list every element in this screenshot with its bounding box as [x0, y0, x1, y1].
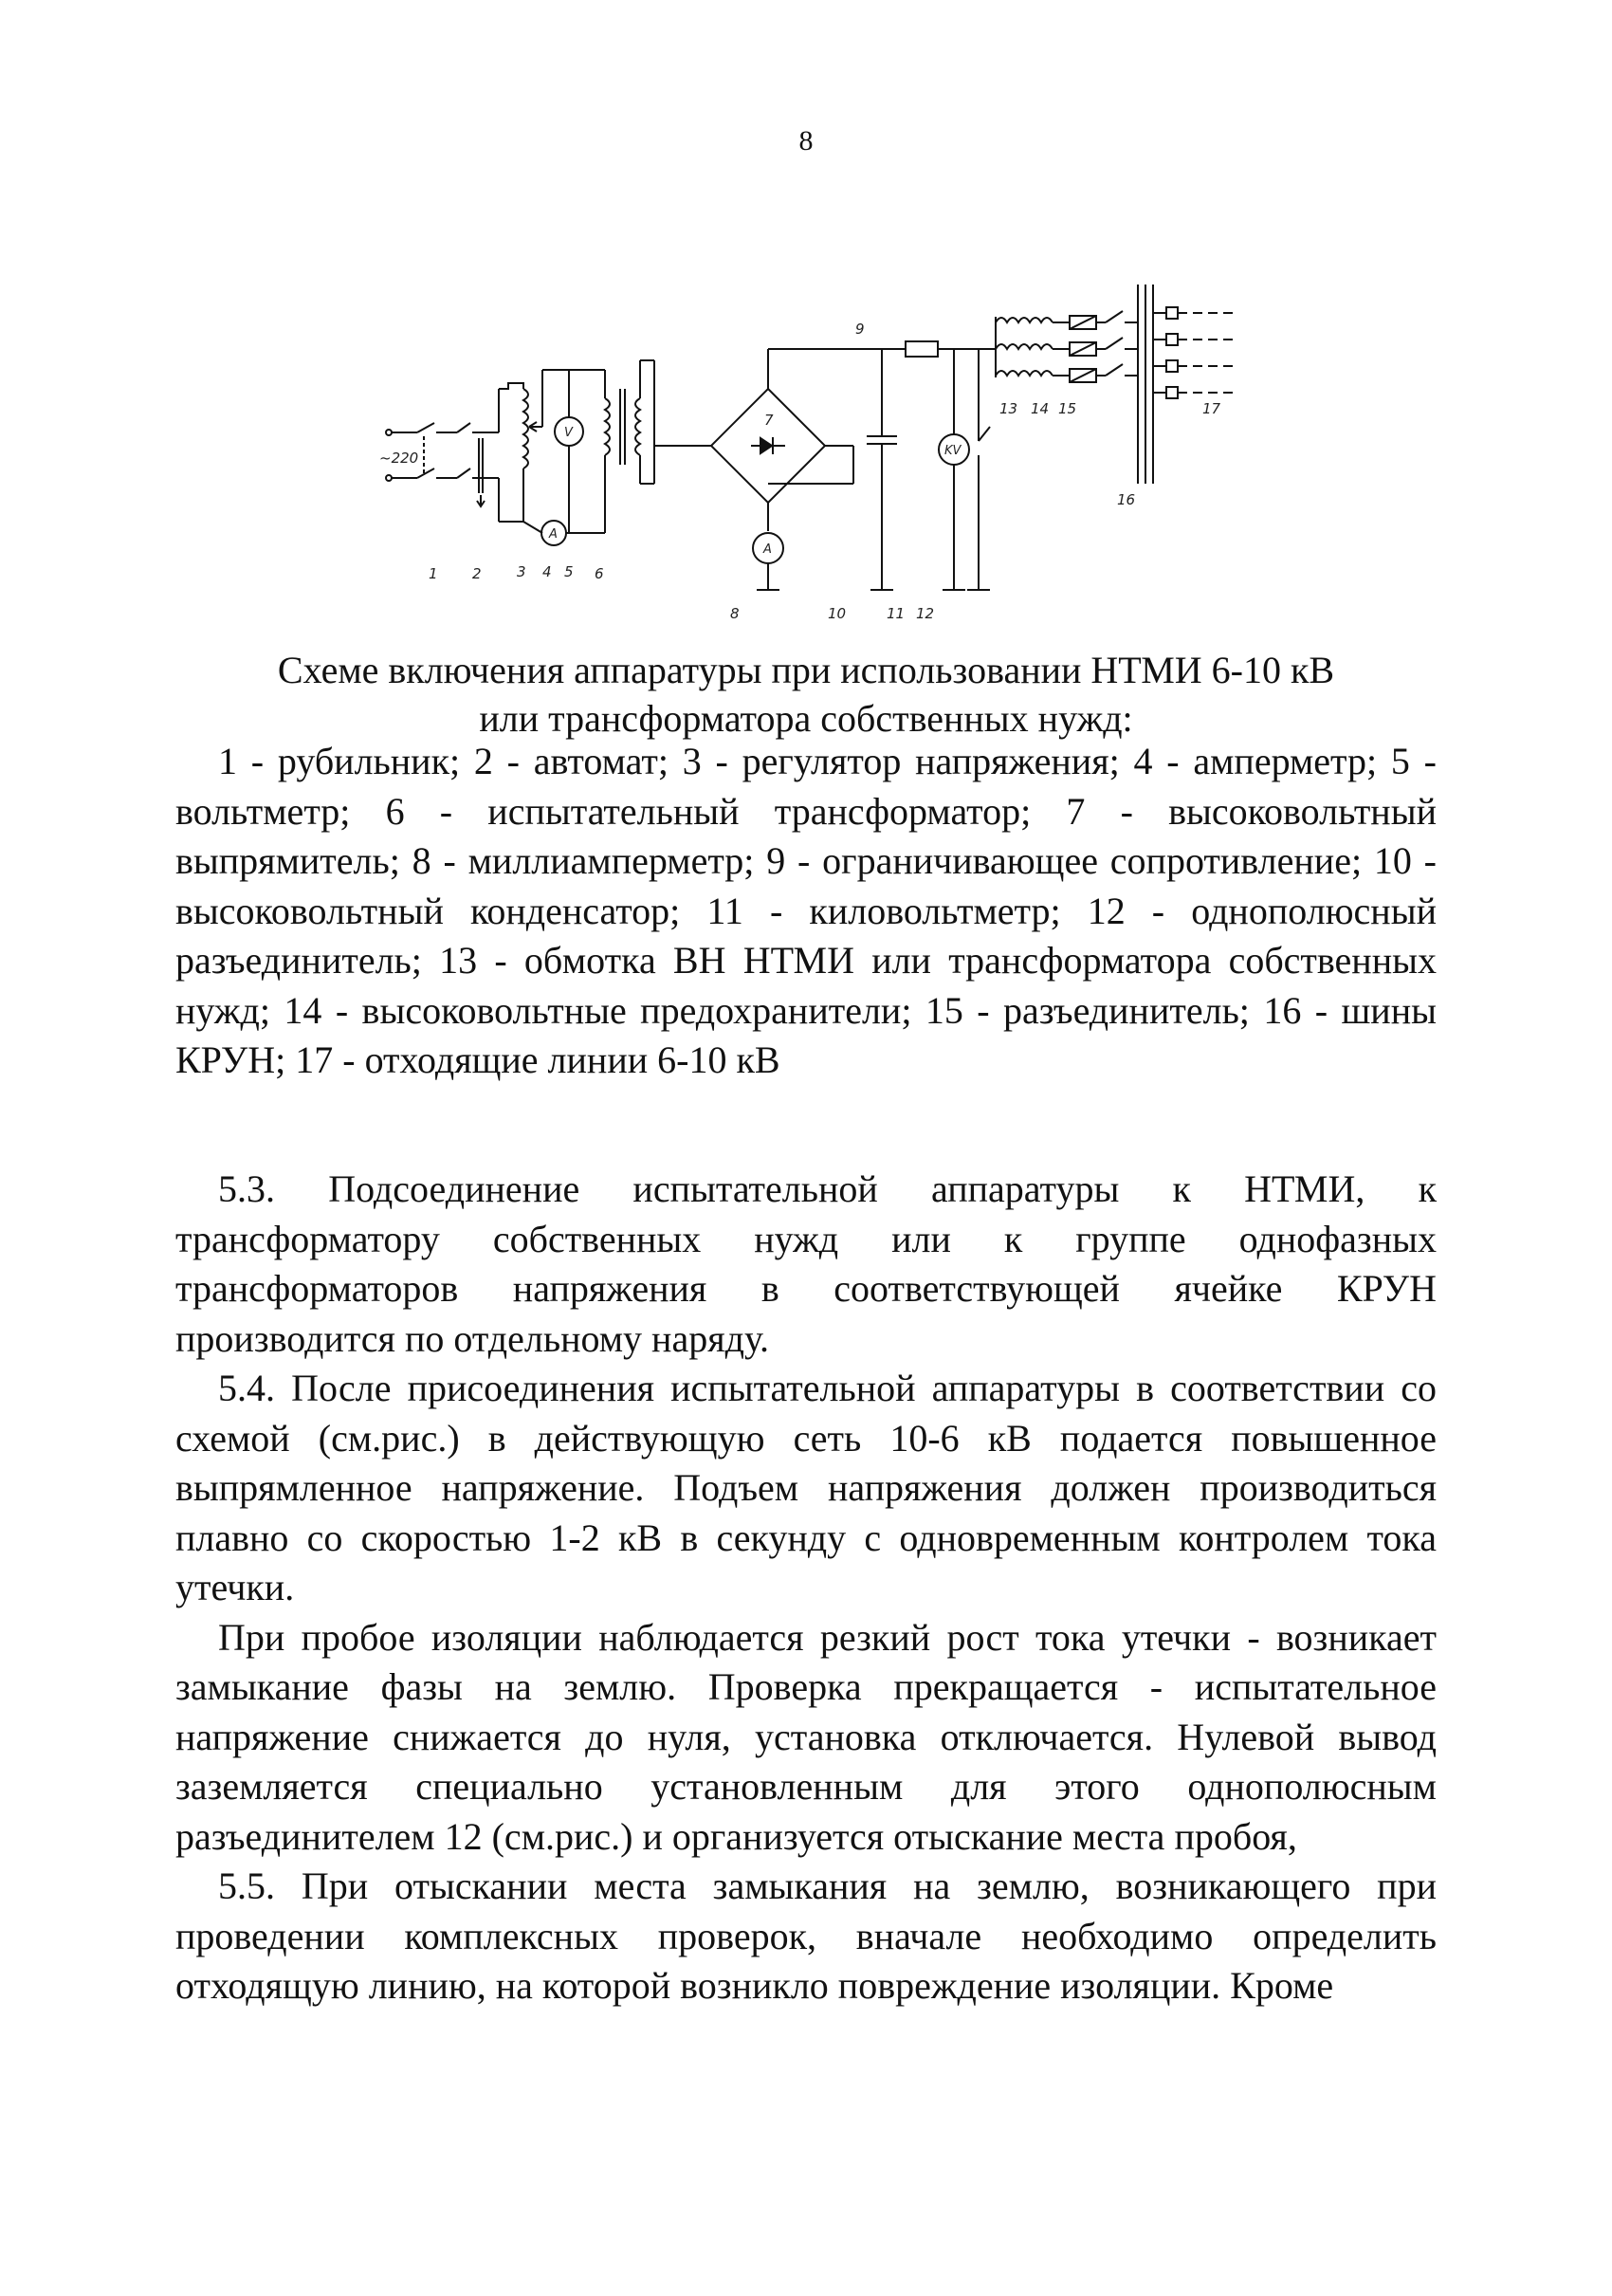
- ammeter-symbol: A: [549, 527, 558, 542]
- component-number: 17: [1202, 400, 1221, 417]
- component-number: 16: [1117, 491, 1136, 508]
- body-text: [175, 1165, 1437, 2011]
- component-number: 6: [595, 565, 604, 582]
- component-number: 10: [828, 605, 847, 622]
- component-number: 4: [542, 563, 552, 580]
- figure-caption-line-1: Схеме включения аппаратуры при использовании НТМИ 6-10 кВ: [277, 649, 1335, 691]
- circuit-diagram: [379, 285, 1271, 635]
- supply-label: ~220: [379, 450, 419, 467]
- component-number: 12: [916, 605, 935, 622]
- component-number: 13: [999, 400, 1018, 417]
- component-number: 1: [429, 565, 438, 582]
- component-number: 7: [764, 412, 774, 429]
- component-number: 2: [472, 565, 482, 582]
- page-number: 8: [798, 125, 814, 156]
- component-number: 14: [1031, 400, 1050, 417]
- component-number: 8: [730, 605, 740, 622]
- paragraph-5-4: 5.4. После присоединения испытательной аппаратуры в соответствии со схемой (см.рис.) в действующую сеть 10-6 кВ подается повышенное выпрямленное напряжение. Подъем напряжения должен производиться плавно со скоростью 1-2 кВ в секунду с одновременным контролем тока утечки.: [175, 1367, 1437, 1608]
- component-number: 9: [855, 321, 865, 338]
- kilovoltmeter-symbol: KV: [944, 444, 962, 458]
- component-number: 3: [517, 563, 526, 580]
- component-number: 5: [564, 563, 574, 580]
- paragraph-5-5: 5.5. При отыскании места замыкания на землю, возникающего при проведении комплексных проверок, вначале необходимо определить отходящую линию, на которой возникло повреждение изоляции. Кроме: [175, 1864, 1437, 2007]
- paragraph-breakdown: При пробое изоляции наблюдается резкий рост тока утечки - возникает замыкание фазы на землю. Проверка прекращается - испытательное напряжение снижается до нуля, установка отключается. Нулевой вывод заземляется специально установленным для этого однополюсным разъединителем 12 (см.рис.) и организуется отыскание места пробоя,: [175, 1615, 1437, 1858]
- paragraph-5-3: 5.3. Подсоединение испытательной аппаратуры к НТМИ, к трансформатору собственных нужд или к группе однофазных трансформаторов напряжения в соответствующей ячейке КРУН производится по отдельному наряду.: [175, 1167, 1437, 1360]
- figure-legend: 1 - рубильник; 2 - автомат; 3 - регулятор напряжения; 4 - амперметр; 5 - вольтметр; 6 - испытательный трансформатор; 7 - высоковольтный выпрямитель; 8 - миллиамперметр; 9 - ограничивающее сопротивление; 10 - высоковольтный конденсатор; 11 - киловольтметр; 12 - однополюсный разъединитель; 13 - обмотка ВН НТМИ или трансформатора собственных нужд; 14 - высоковольтные предохранители; 15 - разъединитель; 16 - шины КРУН; 17 - отходящие линии 6-10 кВ: [175, 740, 1437, 1081]
- figure-caption-line-2: или трансформатора собственных нужд:: [479, 697, 1133, 740]
- voltmeter-symbol: V: [564, 426, 573, 440]
- component-number: 11: [887, 605, 906, 622]
- component-number: 15: [1058, 400, 1077, 417]
- milliammeter-symbol: A: [763, 542, 772, 557]
